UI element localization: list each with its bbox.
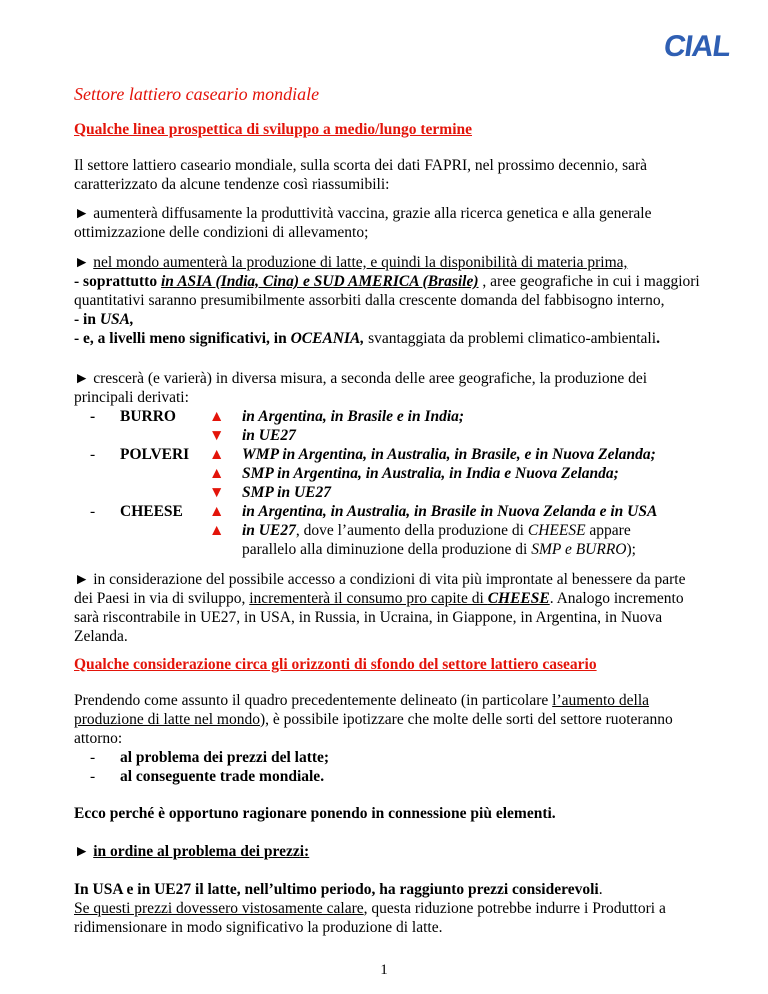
dash: - [90, 446, 96, 463]
smp-burro-text: SMP e BURRO [531, 541, 627, 558]
list-item-prices: al problema dei prezzi del latte; [120, 749, 330, 766]
dash: - [90, 749, 96, 766]
period: . [656, 330, 660, 347]
period: . [598, 881, 603, 898]
dash: - [90, 768, 96, 785]
in-text: , in [266, 330, 291, 347]
burro-label: BURRO [120, 408, 176, 425]
bullet-icon: ► [74, 571, 90, 588]
burro-line1 [242, 407, 464, 426]
down-arrow-icon: ▼ [209, 427, 225, 444]
cheese-line3 [242, 540, 636, 559]
asia-text: , aree geografiche in cui i maggiori quantitativi saranno presumibilmente assorbiti dalla crescente domanda del fabbisogno interno, [74, 273, 700, 309]
polveri-line3: SMP in UE27 [242, 484, 332, 501]
bullet-consumption [74, 570, 704, 646]
dash: - [90, 503, 96, 520]
section2-heading: Qualche considerazione circa gli orizzonti di sfondo del settore lattiero caseario [74, 656, 597, 673]
connection-sentence: Ecco perché è opportuno ragionare ponendo in connessione più elementi. [74, 805, 556, 822]
polveri-line1: WMP in Argentina, in Australia, in Brasile, e in Nuova Zelanda; [242, 446, 656, 463]
consumption-tail: . Analogo incremento sarà riscontrabile in UE27, in USA, in Russia, in Ucraina, in Giappone, in Argentina, in Nuova Zelanda. [74, 590, 684, 645]
bullet-consumption-text: in considerazione del possibile accesso a condizioni di vita più improntate al benessere da parte dei Paesi in via di sviluppo, [74, 571, 686, 607]
cheese-emph: CHEESE [487, 590, 550, 607]
close-text: ); [626, 541, 636, 558]
bullet-icon: ► [74, 254, 90, 271]
polveri-line2: SMP in Argentina, in Australia, in India e Nuova Zelanda; [242, 465, 619, 482]
page-title: Settore lattiero caseario mondiale [74, 84, 320, 104]
list-item-trade: al conseguente trade mondiale. [120, 768, 325, 785]
bullet-productivity-text: aumenterà diffusamente la produttività vaccina, grazie alla ricerca genetica e alla generale ottimizzazione delle condizioni di allevamento; [74, 205, 652, 241]
cheese-label: CHEESE [120, 503, 183, 520]
consumption-underlined: incrementerà il consumo pro capite di [249, 590, 488, 607]
up-arrow-icon: ▲ [209, 465, 225, 482]
bullet-derivatives-text: crescerà (e varierà) in diversa misura, a seconda delle aree geografiche, la produzione dei principali derivati: [74, 370, 648, 406]
dash: - [90, 408, 96, 425]
ue27-text: in UE27 [242, 522, 296, 539]
down-arrow-icon: ▼ [209, 484, 225, 501]
up-arrow-icon: ▲ [209, 522, 225, 539]
cheese-line1: in Argentina, in Australia, in Brasile in Nuova Zelanda e in USA [242, 503, 658, 520]
dash-text: - e, a livelli meno significativi [74, 330, 267, 347]
polveri-label: POLVERI [120, 446, 190, 463]
burro-line1-text: in Argentina, in Brasile e in India; [242, 408, 465, 425]
section1-intro: Il settore lattiero caseario mondiale, sulla scorta dei dati FAPRI, nel prossimo decennio, sarà caratterizzato da alcune tendenze così riassumibili: [74, 157, 648, 193]
section1-heading: Qualche linea prospettica di sviluppo a medio/lungo termine [74, 121, 473, 138]
milk-increase-underlined: l’aumento della produzione di latte nel mondo [74, 692, 650, 728]
prices-paragraph [74, 880, 704, 937]
cheese-line2-text: , dove l’aumento della produzione di [295, 522, 528, 539]
bullet-icon: ► [74, 370, 90, 387]
prices-underlined: Se questi prezzi dovessero vistosamente calare [74, 900, 364, 917]
up-arrow-icon: ▲ [209, 408, 225, 425]
appare-text: appare [585, 522, 631, 539]
prices-tail: , questa riduzione potrebbe indurre i Produttori a ridimensionare in modo significativo la produzione di latte. [74, 900, 666, 936]
prices-bold-text: In USA e in UE27 il latte, nell’ultimo periodo, ha raggiunto prezzi considerevoli [74, 881, 599, 898]
bullet-productivity [74, 204, 704, 242]
section2-intro-text: Prendendo come assunto il quadro precedentemente delineato (in particolare [74, 692, 553, 709]
bullet-milk-production [74, 253, 704, 348]
oceania-text: OCEANIA, [290, 330, 365, 347]
bullet-prices-text: in ordine al problema dei prezzi: [93, 843, 310, 860]
dash-text: - in [74, 311, 100, 328]
cheese-line2 [242, 521, 631, 540]
bullet-milk-heading: nel mondo aumenterà la produzione di latte, e quindi la disponibilità di materia prima, [93, 254, 628, 271]
page-number: 1 [380, 962, 388, 978]
asia-sudamerica: in ASIA (India, Cina) e SUD AMERICA (Brasile) [160, 273, 479, 290]
bullet-derivatives [74, 369, 704, 407]
up-arrow-icon: ▲ [209, 446, 225, 463]
section2-intro [74, 691, 704, 748]
burro-line2: in UE27 [242, 427, 296, 444]
usa-text: USA, [99, 311, 134, 328]
dash-text: - soprattutto [74, 273, 161, 290]
section2-intro-tail: ), è possibile ipotizzare che molte delle sorti del settore ruoteranno attorno: [74, 711, 673, 747]
oceania-desc: svantaggiata da problemi climatico-ambientali [364, 330, 657, 347]
up-arrow-icon: ▲ [209, 503, 225, 520]
bullet-prices [74, 842, 704, 861]
cial-logo: CIAL [661, 30, 733, 63]
parallelo-text: parallelo alla diminuzione della produzione di [242, 541, 532, 558]
bullet-icon: ► [74, 843, 90, 860]
bullet-icon: ► [74, 205, 90, 222]
cheese-text: CHEESE [527, 522, 586, 539]
